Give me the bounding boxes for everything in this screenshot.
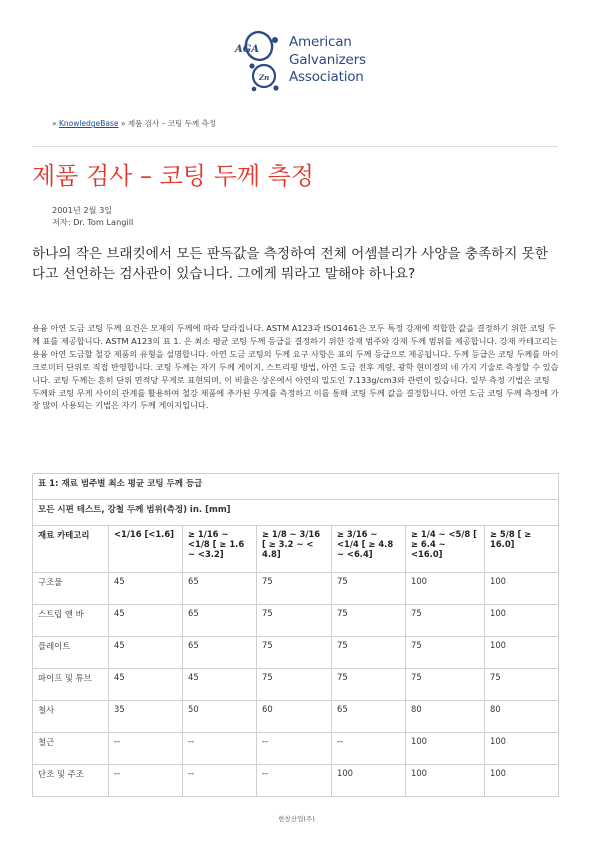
table-cell: 100: [485, 573, 559, 605]
table-header-cell: ≥ 5/8 [ ≥ 16.0]: [485, 526, 559, 573]
article-meta: [52, 204, 133, 228]
table-cell: 100: [485, 605, 559, 637]
table-cell: 75: [257, 573, 332, 605]
table-cell: 100: [485, 733, 559, 765]
table-cell: 75: [257, 669, 332, 701]
footer-company: 한창산업(주): [278, 815, 315, 823]
table-cell: 60: [257, 701, 332, 733]
logo-line: Association: [289, 69, 364, 85]
table-row-category: 구조물: [33, 573, 109, 605]
aga-logo[interactable]: [228, 30, 388, 94]
table-cell: 100: [332, 765, 406, 797]
article-author: 저자: Dr. Tom Langill: [52, 217, 134, 227]
table-cell: 100: [406, 765, 485, 797]
table-row: [33, 605, 559, 637]
table-cell: 75: [332, 605, 406, 637]
table-cell: 65: [183, 605, 257, 637]
table-cell: --: [109, 733, 183, 765]
table-cell: --: [109, 765, 183, 797]
table-cell: 75: [257, 637, 332, 669]
breadcrumb-current: 제품 검사 – 코팅 두께 측정: [127, 119, 216, 128]
table-header-cell: <1/16 [<1.6]: [109, 526, 183, 573]
table-row-category: 철근: [33, 733, 109, 765]
lead-question: 하나의 작은 브래킷에서 모든 판독값을 측정하여 전체 어셈블리가 사양을 충족하지 못한다고 선언하는 검사관이 있습니다. 그에게 뭐라고 말해야 하나요?: [32, 246, 548, 282]
table-cell: 45: [183, 669, 257, 701]
table-cell: 100: [406, 573, 485, 605]
table-cell: 75: [257, 605, 332, 637]
table-row: [33, 573, 559, 605]
table-cell: 65: [183, 637, 257, 669]
table-cell: 35: [109, 701, 183, 733]
divider: [32, 146, 558, 147]
table-cell: --: [332, 733, 406, 765]
table-cell: 75: [485, 669, 559, 701]
breadcrumb: [52, 118, 216, 129]
breadcrumb-chevron: »: [120, 119, 126, 128]
table-cell: 75: [332, 669, 406, 701]
table-cell: 45: [109, 669, 183, 701]
article-date: 2001년 2월 3일: [52, 205, 113, 215]
table-cell: 75: [406, 637, 485, 669]
logo-wordmark: [289, 34, 366, 87]
aga-logo-mark: [228, 30, 288, 94]
table-cell: 50: [183, 701, 257, 733]
table-cell: 75: [332, 637, 406, 669]
breadcrumb-link-knowledgebase[interactable]: KnowledgeBase: [58, 119, 119, 128]
table-row-category: 파이프 및 튜브: [33, 669, 109, 701]
table-cell: 45: [109, 605, 183, 637]
table-header-cell: ≥ 1/4 ~ <5/8 [ ≥ 6.4 ~ <16.0]: [406, 526, 485, 573]
table-row-category: 스트립 앤 바: [33, 605, 109, 637]
table-header-cell: ≥ 3/16 ~ <1/4 [ ≥ 4.8 ~ <6.4]: [332, 526, 406, 573]
table-row-category: 단조 및 주조: [33, 765, 109, 797]
table-cell: 45: [109, 573, 183, 605]
table-cell: 80: [485, 701, 559, 733]
table-cell: --: [257, 765, 332, 797]
logo-badge-sub: Zn: [259, 73, 270, 82]
logo-line: American: [289, 34, 352, 50]
table-caption: 표 1: 재료 범주별 최소 평균 코팅 두께 등급: [33, 474, 559, 500]
table-row: [33, 701, 559, 733]
table-cell: --: [257, 733, 332, 765]
table-cell: --: [183, 733, 257, 765]
table-header-cell: ≥ 1/16 ~ <1/8 [ ≥ 1.6 ~ <3.2]: [183, 526, 257, 573]
table-cell: 65: [332, 701, 406, 733]
coating-thickness-table: [32, 473, 559, 797]
table-cell: 45: [109, 637, 183, 669]
table-subcaption: 모든 시편 테스트, 강철 두께 범위(측정) in. [mm]: [33, 500, 559, 526]
logo-badge-text: AGA: [235, 44, 260, 55]
table-cell: 100: [485, 765, 559, 797]
table-cell: 75: [406, 605, 485, 637]
table-row: [33, 669, 559, 701]
table-header-row: [33, 526, 559, 573]
table-row: [33, 765, 559, 797]
table-row-category: 플레이트: [33, 637, 109, 669]
page-title: 제품 검사 – 코팅 두께 측정: [32, 162, 314, 190]
table-header-cell: 재료 카테고리: [33, 526, 109, 573]
table-row: [33, 733, 559, 765]
table-cell: 100: [406, 733, 485, 765]
table-cell: 75: [406, 669, 485, 701]
table-cell: --: [183, 765, 257, 797]
table-row: [33, 637, 559, 669]
table-cell: 65: [183, 573, 257, 605]
table-cell: 100: [485, 637, 559, 669]
table-cell: 75: [332, 573, 406, 605]
body-paragraph: 용융 아연 도금 코팅 두께 요건은 모재의 두께에 따라 달라집니다. ASTM A123과 ISO1461은 모두 특정 강재에 적합한 값을 결정하기 위한 코팅 두께 표를 제공합니다. ASTM A123의 표 1. 은 최소 평균 코팅 두께 등급을 결정하기 위한 강재 범주와 강재 두께 범위를 제공합니다. 강재 카테고리는 용융 아연 도금할 철강 제품의 유형을 설명합니다. 아연 도금 코팅의 두께 요구 사항은 표의 두께 등급으로 제공됩니다. 두께 등급은 코팅 두께를 마이크로미터 단위로 직접 반영합니다. 코팅 두께는 자기 두께 게이지, 스트리핑 방법, 아연 도금 전후 계량, 광학 현미경의 네 가지 기술로 측정할 수 있습니다. 코팅 두께는 흔히 단위 면적당 무게로 표현되며, 이 비율은 상온에서 아연의 밀도인 7.133g/cm3와 관련이 있습니다. 일부 측정 기법은 코팅 두께와 코팅 무게 사이의 관계를 활용하여 철강 제품에 추가된 무게를 측정하고 이를 통해 코팅 두께 값을 결정합니다. 아연 도금 코팅 두께 측정에 가장 많이 사용되는 기법은 자기 두께 게이지입니다.: [32, 323, 559, 411]
table-cell: 80: [406, 701, 485, 733]
table-header-cell: ≥ 1/8 ~ 3/16 [ ≥ 3.2 ~ < 4.8]: [257, 526, 332, 573]
table-row-category: 철사: [33, 701, 109, 733]
breadcrumb-chevron: »: [52, 119, 57, 128]
logo-line: Galvanizers: [289, 51, 366, 68]
